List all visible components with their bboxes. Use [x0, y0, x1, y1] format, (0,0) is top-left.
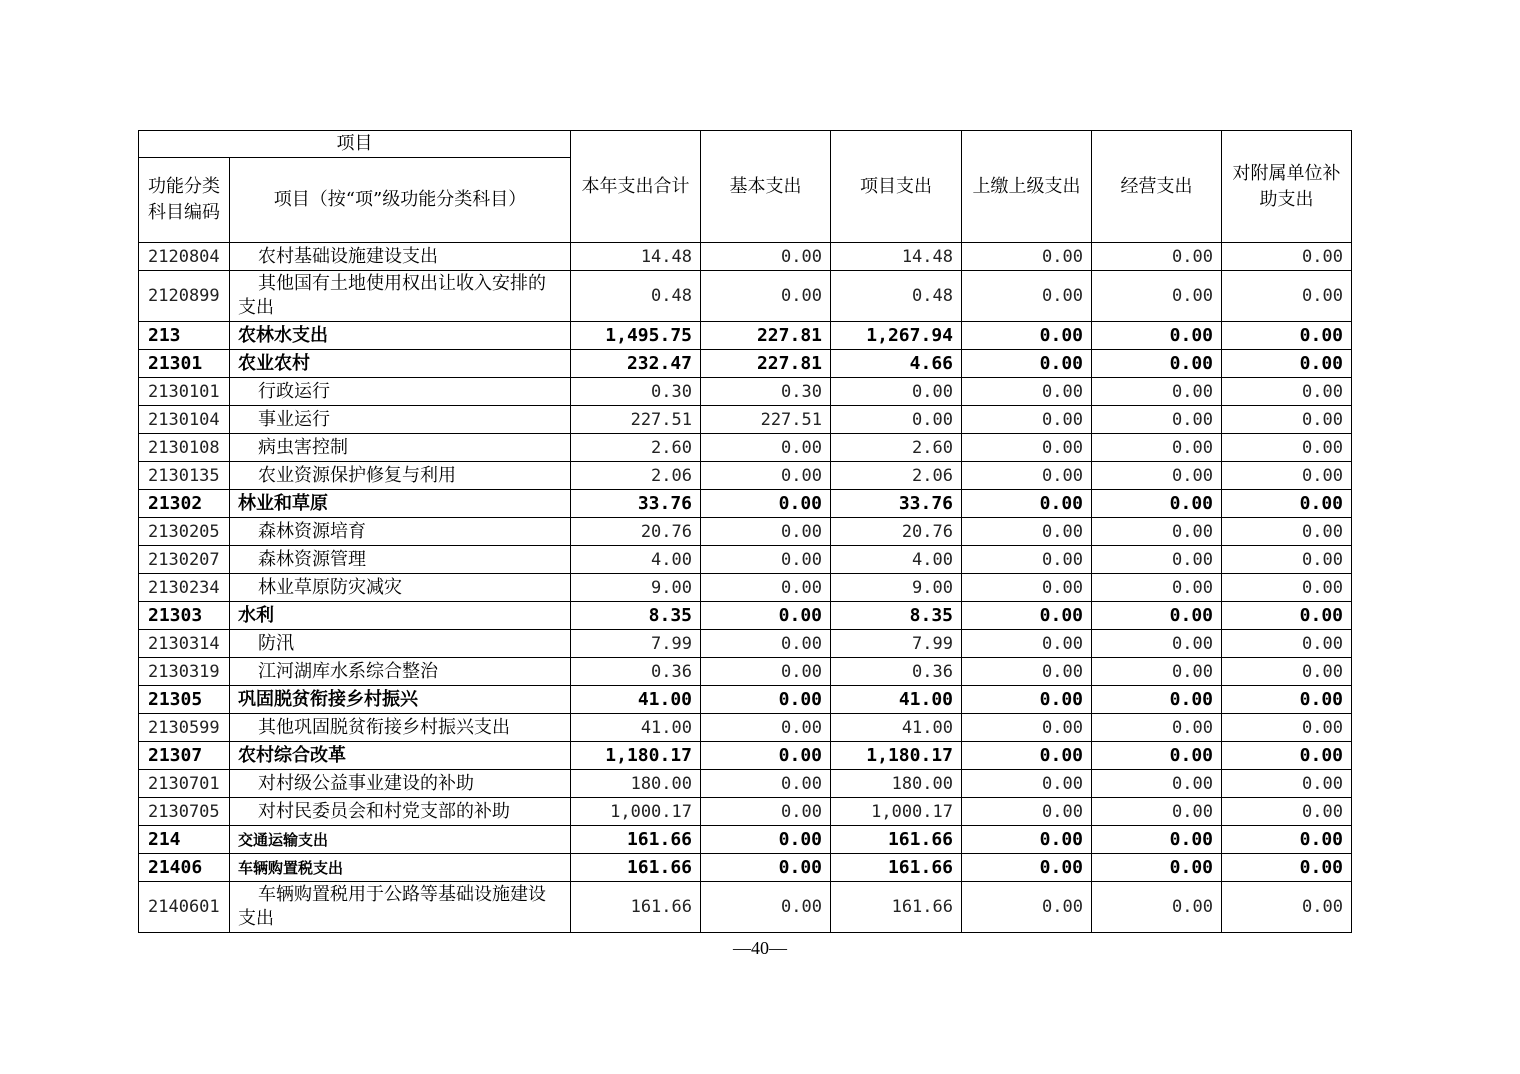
row-name-text: 对村民委员会和村党支部的补助: [258, 800, 510, 822]
cell-basic: 0.00: [701, 462, 831, 490]
cell-subsidy: 0.00: [1222, 714, 1352, 742]
row-name-text: 农村综合改革: [238, 744, 346, 766]
cell-remit: 0.00: [962, 322, 1092, 350]
cell-basic: 0.00: [701, 546, 831, 574]
row-name-text: 事业运行: [258, 408, 330, 430]
cell-remit: 0.00: [962, 243, 1092, 271]
header-group-label: 项目: [139, 131, 571, 158]
cell-project: 33.76: [831, 490, 962, 518]
cell-project: 161.66: [831, 854, 962, 882]
cell-basic: 0.30: [701, 378, 831, 406]
cell-subsidy: 0.00: [1222, 406, 1352, 434]
table-row: [139, 798, 1352, 826]
row-name: [230, 770, 571, 798]
cell-total: 41.00: [571, 714, 701, 742]
table-row: [139, 518, 1352, 546]
row-code: 2130104: [139, 406, 230, 434]
cell-remit: 0.00: [962, 770, 1092, 798]
row-name-text: 对村级公益事业建设的补助: [258, 772, 474, 794]
cell-total: 2.60: [571, 434, 701, 462]
cell-total: 4.00: [571, 546, 701, 574]
row-code: 2130108: [139, 434, 230, 462]
row-name: [230, 798, 571, 826]
cell-basic: 0.00: [701, 434, 831, 462]
table-row: [139, 462, 1352, 490]
cell-business: 0.00: [1092, 546, 1222, 574]
cell-subsidy: 0.00: [1222, 378, 1352, 406]
row-name: [230, 350, 571, 378]
table-row: [139, 714, 1352, 742]
row-name-text: 森林资源管理: [258, 548, 366, 570]
row-name: [230, 854, 571, 882]
cell-business: 0.00: [1092, 602, 1222, 630]
cell-subsidy: 0.00: [1222, 490, 1352, 518]
cell-subsidy: 0.00: [1222, 602, 1352, 630]
cell-subsidy: 0.00: [1222, 798, 1352, 826]
row-name-text: 农村基础设施建设支出: [258, 245, 438, 267]
row-name: [230, 714, 571, 742]
cell-business: 0.00: [1092, 686, 1222, 714]
cell-total: 0.30: [571, 378, 701, 406]
cell-subsidy: 0.00: [1222, 350, 1352, 378]
row-code: 2130599: [139, 714, 230, 742]
cell-business: 0.00: [1092, 826, 1222, 854]
table-row: [139, 490, 1352, 518]
cell-basic: 0.00: [701, 714, 831, 742]
cell-total: 14.48: [571, 243, 701, 271]
cell-project: 7.99: [831, 630, 962, 658]
cell-project: 41.00: [831, 686, 962, 714]
cell-basic: 0.00: [701, 798, 831, 826]
cell-project: 161.66: [831, 826, 962, 854]
cell-total: 227.51: [571, 406, 701, 434]
row-name-text: 防汛: [258, 632, 294, 654]
cell-total: 20.76: [571, 518, 701, 546]
cell-project: 0.00: [831, 406, 962, 434]
row-name-text: 行政运行: [258, 380, 330, 402]
cell-subsidy: 0.00: [1222, 658, 1352, 686]
row-code: 213: [139, 322, 230, 350]
table-row: [139, 546, 1352, 574]
cell-basic: 0.00: [701, 826, 831, 854]
cell-subsidy: 0.00: [1222, 770, 1352, 798]
expenditure-table: [138, 130, 1352, 933]
row-code: 2130705: [139, 798, 230, 826]
table-row: [139, 322, 1352, 350]
cell-basic: 0.00: [701, 490, 831, 518]
cell-total: 161.66: [571, 854, 701, 882]
cell-business: 0.00: [1092, 882, 1222, 933]
table-row: [139, 630, 1352, 658]
row-name-text: 病虫害控制: [258, 436, 348, 458]
row-name: [230, 658, 571, 686]
cell-remit: 0.00: [962, 882, 1092, 933]
header-col-project: 项目支出: [831, 131, 962, 243]
cell-project: 161.66: [831, 882, 962, 933]
cell-basic: 0.00: [701, 518, 831, 546]
row-name: [230, 322, 571, 350]
row-code: 2130314: [139, 630, 230, 658]
row-name: [230, 243, 571, 271]
cell-total: 232.47: [571, 350, 701, 378]
cell-remit: 0.00: [962, 854, 1092, 882]
row-name-text: 水利: [238, 604, 274, 626]
cell-project: 9.00: [831, 574, 962, 602]
cell-basic: 227.81: [701, 322, 831, 350]
cell-total: 180.00: [571, 770, 701, 798]
header-code-label: 功能分类科目编码: [139, 158, 230, 243]
cell-subsidy: 0.00: [1222, 854, 1352, 882]
row-code: 2130135: [139, 462, 230, 490]
table-row: [139, 271, 1352, 322]
cell-remit: 0.00: [962, 350, 1092, 378]
cell-subsidy: 0.00: [1222, 243, 1352, 271]
header-name-label: 项目（按“项”级功能分类科目）: [230, 158, 571, 243]
cell-basic: 0.00: [701, 243, 831, 271]
cell-remit: 0.00: [962, 378, 1092, 406]
cell-remit: 0.00: [962, 630, 1092, 658]
cell-project: 4.66: [831, 350, 962, 378]
row-name: [230, 490, 571, 518]
cell-basic: 0.00: [701, 854, 831, 882]
cell-total: 33.76: [571, 490, 701, 518]
cell-business: 0.00: [1092, 490, 1222, 518]
header-col-remit: 上缴上级支出: [962, 131, 1092, 243]
cell-remit: 0.00: [962, 406, 1092, 434]
cell-remit: 0.00: [962, 714, 1092, 742]
table-row: [139, 658, 1352, 686]
cell-basic: 0.00: [701, 271, 831, 322]
header-col-subsidy: 对附属单位补助支出: [1222, 131, 1352, 243]
table-row: [139, 350, 1352, 378]
cell-subsidy: 0.00: [1222, 462, 1352, 490]
row-name-text: 农林水支出: [238, 324, 328, 346]
row-code: 214: [139, 826, 230, 854]
cell-subsidy: 0.00: [1222, 630, 1352, 658]
cell-subsidy: 0.00: [1222, 742, 1352, 770]
cell-remit: 0.00: [962, 518, 1092, 546]
row-name-text: 巩固脱贫衔接乡村振兴: [238, 688, 418, 710]
table-row: [139, 686, 1352, 714]
cell-project: 0.36: [831, 658, 962, 686]
cell-business: 0.00: [1092, 742, 1222, 770]
row-code: 2130205: [139, 518, 230, 546]
cell-remit: 0.00: [962, 742, 1092, 770]
row-name: [230, 518, 571, 546]
row-name-text: 林业草原防灾减灾: [258, 576, 402, 598]
header-col-business: 经营支出: [1092, 131, 1222, 243]
cell-basic: 227.81: [701, 350, 831, 378]
cell-total: 2.06: [571, 462, 701, 490]
row-code: 21406: [139, 854, 230, 882]
row-name: [230, 882, 571, 933]
cell-remit: 0.00: [962, 546, 1092, 574]
cell-basic: 0.00: [701, 882, 831, 933]
row-name: [230, 826, 571, 854]
row-code: 2120899: [139, 271, 230, 322]
row-name: [230, 462, 571, 490]
cell-total: 0.36: [571, 658, 701, 686]
cell-project: 0.00: [831, 378, 962, 406]
cell-business: 0.00: [1092, 518, 1222, 546]
header-col-basic: 基本支出: [701, 131, 831, 243]
cell-total: 9.00: [571, 574, 701, 602]
cell-project: 8.35: [831, 602, 962, 630]
row-name: [230, 546, 571, 574]
cell-basic: 0.00: [701, 770, 831, 798]
cell-total: 1,000.17: [571, 798, 701, 826]
cell-basic: 227.51: [701, 406, 831, 434]
cell-project: 1,000.17: [831, 798, 962, 826]
row-code: 21305: [139, 686, 230, 714]
table-row: [139, 378, 1352, 406]
cell-total: 7.99: [571, 630, 701, 658]
table-row: [139, 882, 1352, 933]
cell-business: 0.00: [1092, 434, 1222, 462]
cell-project: 1,180.17: [831, 742, 962, 770]
cell-subsidy: 0.00: [1222, 546, 1352, 574]
cell-project: 20.76: [831, 518, 962, 546]
cell-business: 0.00: [1092, 406, 1222, 434]
row-code: 2130234: [139, 574, 230, 602]
cell-total: 1,180.17: [571, 742, 701, 770]
cell-project: 1,267.94: [831, 322, 962, 350]
cell-business: 0.00: [1092, 350, 1222, 378]
cell-project: 2.60: [831, 434, 962, 462]
cell-remit: 0.00: [962, 462, 1092, 490]
cell-remit: 0.00: [962, 434, 1092, 462]
row-code: 21301: [139, 350, 230, 378]
cell-basic: 0.00: [701, 574, 831, 602]
row-name: [230, 271, 571, 322]
row-name-text: 交通运输支出: [238, 830, 329, 849]
row-name-text: 其他巩固脱贫衔接乡村振兴支出: [258, 716, 510, 738]
cell-subsidy: 0.00: [1222, 826, 1352, 854]
cell-remit: 0.00: [962, 798, 1092, 826]
cell-total: 161.66: [571, 826, 701, 854]
cell-subsidy: 0.00: [1222, 882, 1352, 933]
table-row: [139, 406, 1352, 434]
cell-remit: 0.00: [962, 686, 1092, 714]
cell-business: 0.00: [1092, 714, 1222, 742]
cell-remit: 0.00: [962, 826, 1092, 854]
row-name-text: 车辆购置税支出: [238, 858, 344, 877]
row-name-text: 森林资源培育: [258, 520, 366, 542]
cell-remit: 0.00: [962, 574, 1092, 602]
row-name: [230, 574, 571, 602]
table-row: [139, 574, 1352, 602]
cell-business: 0.00: [1092, 574, 1222, 602]
table-row: [139, 434, 1352, 462]
header-col-total: 本年支出合计: [571, 131, 701, 243]
row-name: [230, 742, 571, 770]
row-name: [230, 378, 571, 406]
cell-subsidy: 0.00: [1222, 322, 1352, 350]
cell-basic: 0.00: [701, 686, 831, 714]
cell-total: 1,495.75: [571, 322, 701, 350]
row-code: 21307: [139, 742, 230, 770]
row-name-text: 林业和草原: [238, 492, 328, 514]
cell-remit: 0.00: [962, 602, 1092, 630]
row-code: 2130701: [139, 770, 230, 798]
table-body: [139, 243, 1352, 933]
table-row: [139, 854, 1352, 882]
row-name-text: 农业资源保护修复与利用: [258, 464, 456, 486]
row-name-text: 江河湖库水系综合整治: [258, 660, 438, 682]
table-row: [139, 602, 1352, 630]
cell-business: 0.00: [1092, 271, 1222, 322]
page-number: —40—: [733, 938, 787, 958]
cell-project: 41.00: [831, 714, 962, 742]
table-row: [139, 742, 1352, 770]
row-code: 21303: [139, 602, 230, 630]
cell-basic: 0.00: [701, 658, 831, 686]
row-code: 21302: [139, 490, 230, 518]
cell-total: 161.66: [571, 882, 701, 933]
cell-business: 0.00: [1092, 854, 1222, 882]
cell-business: 0.00: [1092, 770, 1222, 798]
row-name: [230, 686, 571, 714]
table-header: [139, 131, 1352, 243]
cell-remit: 0.00: [962, 490, 1092, 518]
cell-total: 41.00: [571, 686, 701, 714]
row-name: [230, 630, 571, 658]
cell-project: 0.48: [831, 271, 962, 322]
cell-subsidy: 0.00: [1222, 434, 1352, 462]
cell-project: 180.00: [831, 770, 962, 798]
cell-business: 0.00: [1092, 243, 1222, 271]
cell-project: 14.48: [831, 243, 962, 271]
row-name: [230, 406, 571, 434]
row-name: [230, 602, 571, 630]
cell-basic: 0.00: [701, 602, 831, 630]
cell-business: 0.00: [1092, 378, 1222, 406]
cell-total: 8.35: [571, 602, 701, 630]
row-code: 2120804: [139, 243, 230, 271]
cell-subsidy: 0.00: [1222, 518, 1352, 546]
cell-business: 0.00: [1092, 322, 1222, 350]
cell-basic: 0.00: [701, 630, 831, 658]
table-row: [139, 243, 1352, 271]
row-code: 2130101: [139, 378, 230, 406]
row-name-text: 其他国有土地使用权出让收入安排的支出: [238, 273, 546, 318]
row-code: 2130207: [139, 546, 230, 574]
cell-project: 2.06: [831, 462, 962, 490]
cell-subsidy: 0.00: [1222, 271, 1352, 322]
row-name: [230, 434, 571, 462]
cell-subsidy: 0.00: [1222, 686, 1352, 714]
cell-business: 0.00: [1092, 462, 1222, 490]
row-name-text: 农业农村: [238, 352, 310, 374]
row-code: 2130319: [139, 658, 230, 686]
table-row: [139, 770, 1352, 798]
cell-project: 4.00: [831, 546, 962, 574]
row-name-text: 车辆购置税用于公路等基础设施建设支出: [238, 884, 546, 929]
cell-remit: 0.00: [962, 271, 1092, 322]
cell-remit: 0.00: [962, 658, 1092, 686]
cell-subsidy: 0.00: [1222, 574, 1352, 602]
cell-basic: 0.00: [701, 742, 831, 770]
row-code: 2140601: [139, 882, 230, 933]
cell-business: 0.00: [1092, 798, 1222, 826]
table-row: [139, 826, 1352, 854]
cell-total: 0.48: [571, 271, 701, 322]
cell-business: 0.00: [1092, 658, 1222, 686]
cell-business: 0.00: [1092, 630, 1222, 658]
